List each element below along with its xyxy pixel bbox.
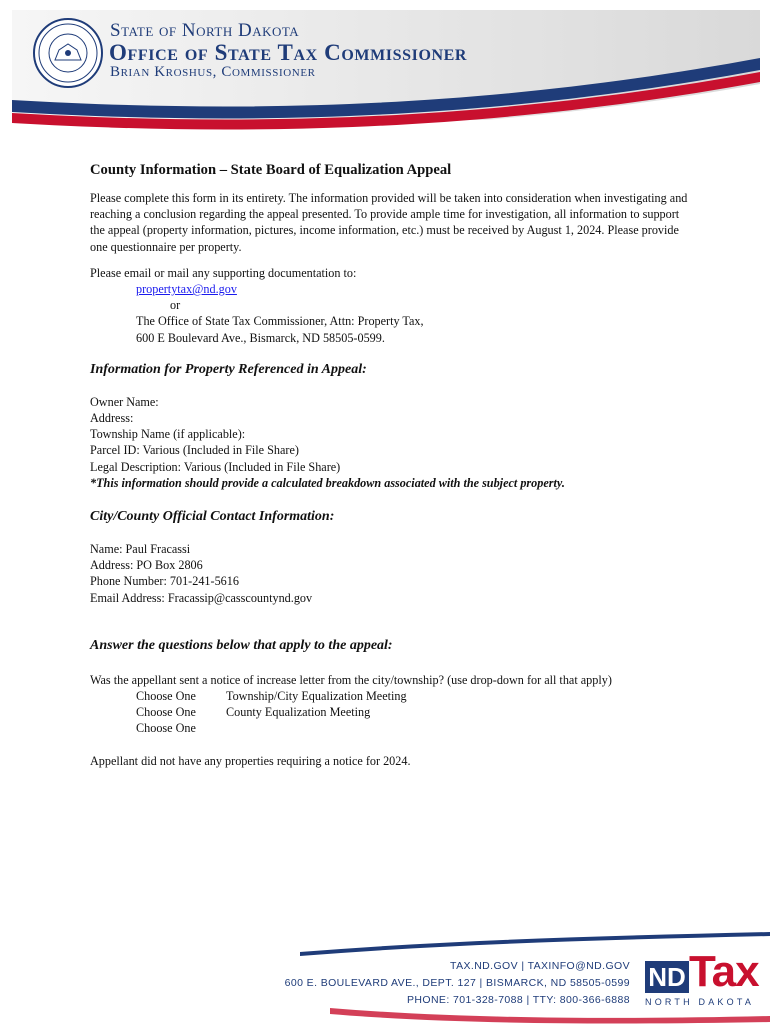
legal-description-field: Legal Description: Various (Included in File Share) <box>90 459 341 474</box>
letterhead-office: Office of State Tax Commissioner <box>109 40 468 65</box>
nd-tax-logo <box>645 947 760 1010</box>
question-notice-letter: Was the appellant sent a notice of increase letter from the city/township? (use drop-down for all that apply) <box>90 672 612 687</box>
footer-phone: PHONE: 701-328-7088 | TTY: 800-366-6888 <box>406 994 630 1006</box>
or-text: or <box>170 298 181 313</box>
mail-intro: Please email or mail any supporting documentation to: <box>90 265 357 280</box>
appeal-answer: Appellant did not have any properties requiring a notice for 2024. <box>90 753 411 768</box>
mail-address-line2: 600 E Boulevard Ave., Bismarck, ND 58505-0599. <box>136 330 385 345</box>
email-link[interactable]: propertytax@nd.gov <box>136 282 237 297</box>
questions-section-heading: Answer the questions below that apply to the appeal: <box>90 637 393 653</box>
official-section-heading: City/County Official Contact Information: <box>90 509 335 525</box>
choice-row <box>90 720 690 736</box>
state-seal-logo <box>33 18 103 88</box>
document-body <box>90 160 690 769</box>
choice-label: County Equalization Meeting <box>226 705 371 720</box>
choose-one-dropdown[interactable]: Choose One <box>136 689 196 704</box>
logo-tax: Tax <box>689 947 759 996</box>
choice-row <box>90 688 690 704</box>
letterhead <box>0 0 770 140</box>
mail-address-line1: The Office of State Tax Commissioner, Attn: Property Tax, <box>136 314 424 329</box>
address-field: Address: <box>90 411 134 426</box>
breakdown-note: *This information should provide a calculated breakdown associated with the subject property. <box>90 475 565 490</box>
footer-address: 600 E. BOULEVARD AVE., DEPT. 127 | BISMARCK, ND 58505-0599 <box>284 977 630 989</box>
official-email: Email Address: Fracassip@casscountynd.gov <box>90 590 313 605</box>
footer-web-email: TAX.ND.GOV | TAXINFO@ND.GOV <box>450 960 630 972</box>
logo-north-dakota: NORTH DAKOTA <box>645 997 755 1007</box>
choose-one-dropdown[interactable]: Choose One <box>136 705 196 720</box>
township-field: Township Name (if applicable): <box>90 427 246 442</box>
parcel-id-field: Parcel ID: Various (Included in File Share) <box>90 443 299 458</box>
letterhead-commissioner: Brian Kroshus, Commissioner <box>110 64 316 80</box>
choice-label: Township/City Equalization Meeting <box>226 689 407 704</box>
property-section-heading: Information for Property Referenced in Appeal: <box>90 361 367 377</box>
choice-row <box>90 704 690 720</box>
choose-one-dropdown[interactable]: Choose One <box>136 721 196 736</box>
official-address: Address: PO Box 2806 <box>90 558 203 573</box>
letterhead-state: State of North Dakota <box>110 20 300 41</box>
intro-paragraph: Please complete this form in its entirety. The information provided will be taken into consideration when investigating and reaching a conclusion regarding the appeal presented. To provide ample time for investigation, all information to support the appeal (property information, pictures, income information, etc.) must be received by August 1, 2024. Please provide one questionnaire per property. <box>90 191 688 254</box>
document-title: County Information – State Board of Equalization Appeal <box>90 162 452 178</box>
owner-name-field: Owner Name: <box>90 394 159 409</box>
logo-nd: ND <box>645 961 689 993</box>
official-phone: Phone Number: 701-241-5616 <box>90 574 239 589</box>
official-name: Name: Paul Fracassi <box>90 542 191 557</box>
